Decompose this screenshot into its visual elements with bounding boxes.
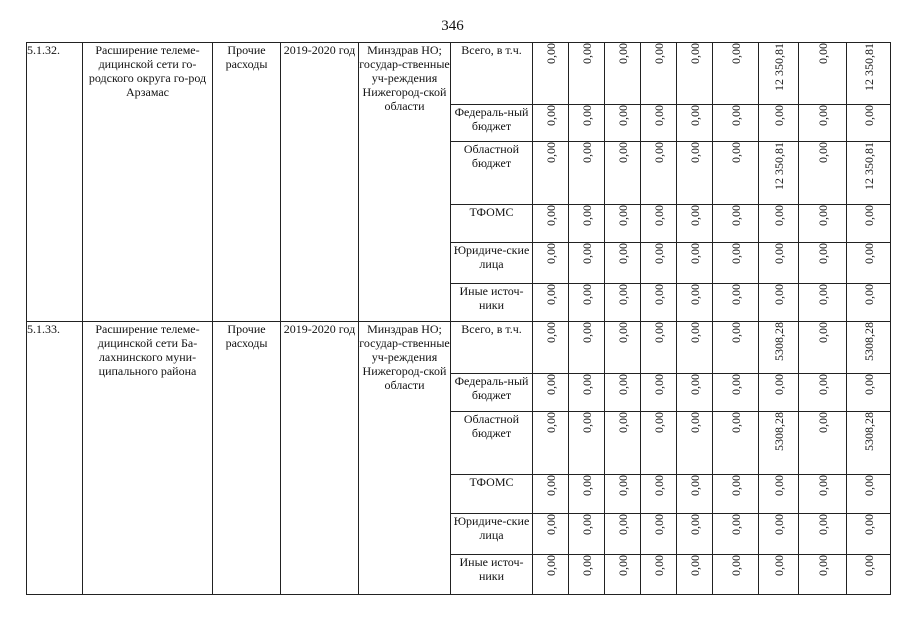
value-text: 0,00 <box>861 374 876 395</box>
value-cell <box>569 374 605 412</box>
value-text: 0,00 <box>579 322 594 343</box>
value-cell <box>533 205 569 243</box>
value-text: 0,00 <box>728 205 743 226</box>
value-text: 0,00 <box>687 475 702 496</box>
value-text: 0,00 <box>815 142 830 163</box>
value-text: 0,00 <box>543 43 558 64</box>
value-text: 0,00 <box>615 142 630 163</box>
table-row <box>27 43 891 105</box>
value-cell <box>677 374 713 412</box>
record-number: 5.1.32. <box>27 43 83 322</box>
value-text: 0,00 <box>771 284 786 305</box>
value-cell <box>677 412 713 475</box>
value-cell <box>847 412 891 475</box>
record-period: 2019-2020 год <box>281 43 359 322</box>
value-cell <box>641 412 677 475</box>
value-text: 0,00 <box>687 374 702 395</box>
value-cell <box>713 243 759 284</box>
value-cell <box>799 205 847 243</box>
value-cell <box>799 322 847 374</box>
value-text: 12 350,81 <box>771 142 786 190</box>
value-cell <box>759 105 799 142</box>
value-text: 0,00 <box>615 514 630 535</box>
value-text: 0,00 <box>543 475 558 496</box>
value-text: 12 350,81 <box>771 43 786 91</box>
value-cell <box>641 374 677 412</box>
value-text: 0,00 <box>815 555 830 576</box>
value-cell <box>847 322 891 374</box>
value-text: 0,00 <box>687 284 702 305</box>
value-text: 0,00 <box>815 475 830 496</box>
value-cell <box>605 205 641 243</box>
value-cell <box>641 142 677 205</box>
value-text: 0,00 <box>861 243 876 264</box>
value-cell <box>847 514 891 555</box>
funding-source-label: ТФОМС <box>451 475 533 514</box>
value-text: 0,00 <box>543 284 558 305</box>
value-cell <box>569 142 605 205</box>
value-text: 0,00 <box>771 205 786 226</box>
value-cell <box>847 205 891 243</box>
value-text: 0,00 <box>728 514 743 535</box>
value-cell <box>713 555 759 595</box>
value-cell <box>605 514 641 555</box>
value-cell <box>533 514 569 555</box>
value-text: 0,00 <box>615 43 630 64</box>
value-text: 0,00 <box>815 284 830 305</box>
value-text: 0,00 <box>543 142 558 163</box>
value-text: 0,00 <box>728 105 743 126</box>
value-text: 0,00 <box>771 555 786 576</box>
value-text: 0,00 <box>579 43 594 64</box>
value-text: 0,00 <box>615 374 630 395</box>
value-text: 0,00 <box>687 105 702 126</box>
value-text: 0,00 <box>579 475 594 496</box>
value-cell <box>759 475 799 514</box>
value-cell <box>759 374 799 412</box>
record-name: Расширение телеме-дицинской сети го-родского округа го-род Арзамас <box>83 43 213 322</box>
value-cell <box>533 105 569 142</box>
value-text: 0,00 <box>651 412 666 433</box>
value-cell <box>533 374 569 412</box>
value-text: 0,00 <box>579 243 594 264</box>
funding-source-label: Юридиче-ские лица <box>451 514 533 555</box>
funding-source-label: Областной бюджет <box>451 412 533 475</box>
value-text: 0,00 <box>615 105 630 126</box>
value-text: 0,00 <box>728 142 743 163</box>
value-text: 0,00 <box>651 475 666 496</box>
value-text: 0,00 <box>728 412 743 433</box>
value-text: 0,00 <box>861 205 876 226</box>
value-cell <box>677 105 713 142</box>
value-cell <box>677 322 713 374</box>
value-text: 0,00 <box>815 43 830 64</box>
value-cell <box>799 105 847 142</box>
value-cell <box>799 243 847 284</box>
value-cell <box>533 555 569 595</box>
value-text: 5308,28 <box>771 322 786 361</box>
value-cell <box>847 105 891 142</box>
value-cell <box>847 243 891 284</box>
value-cell <box>799 555 847 595</box>
value-text: 0,00 <box>728 374 743 395</box>
value-cell <box>569 322 605 374</box>
value-text: 0,00 <box>615 284 630 305</box>
value-text: 0,00 <box>615 555 630 576</box>
value-cell <box>847 374 891 412</box>
value-cell <box>641 105 677 142</box>
value-text: 0,00 <box>687 322 702 343</box>
value-cell <box>847 142 891 205</box>
value-text: 0,00 <box>861 555 876 576</box>
value-cell <box>759 43 799 105</box>
value-cell <box>533 412 569 475</box>
value-text: 0,00 <box>543 514 558 535</box>
value-cell <box>533 243 569 284</box>
value-text: 0,00 <box>579 555 594 576</box>
value-cell <box>799 374 847 412</box>
value-text: 0,00 <box>815 105 830 126</box>
value-cell <box>677 205 713 243</box>
value-cell <box>569 205 605 243</box>
value-cell <box>641 43 677 105</box>
page-number: 346 <box>441 18 464 34</box>
value-cell <box>605 105 641 142</box>
value-cell <box>759 284 799 322</box>
record-expense-type: Прочие расходы <box>213 43 281 322</box>
value-text: 0,00 <box>728 322 743 343</box>
value-text: 0,00 <box>815 205 830 226</box>
budget-table <box>26 42 891 595</box>
value-text: 0,00 <box>861 514 876 535</box>
value-text: 0,00 <box>579 105 594 126</box>
value-text: 0,00 <box>543 322 558 343</box>
value-text: 0,00 <box>543 374 558 395</box>
value-text: 0,00 <box>651 243 666 264</box>
value-text: 0,00 <box>771 475 786 496</box>
value-cell <box>713 142 759 205</box>
value-text: 0,00 <box>687 555 702 576</box>
value-cell <box>759 142 799 205</box>
value-cell <box>605 412 641 475</box>
value-text: 0,00 <box>861 105 876 126</box>
value-text: 0,00 <box>815 374 830 395</box>
value-cell <box>677 142 713 205</box>
value-cell <box>569 514 605 555</box>
value-text: 0,00 <box>728 43 743 64</box>
value-text: 0,00 <box>615 412 630 433</box>
record-executor: Минздрав НО; государ-ственные уч-реждения Нижегород-ской области <box>359 322 451 595</box>
value-text: 0,00 <box>651 142 666 163</box>
value-text: 5308,28 <box>861 412 876 451</box>
value-text: 0,00 <box>687 43 702 64</box>
value-cell <box>641 475 677 514</box>
value-text: 5308,28 <box>771 412 786 451</box>
value-cell <box>641 243 677 284</box>
value-text: 0,00 <box>651 374 666 395</box>
value-text: 0,00 <box>728 243 743 264</box>
funding-source-label: Федераль-ный бюджет <box>451 105 533 142</box>
value-cell <box>605 322 641 374</box>
value-text: 5308,28 <box>861 322 876 361</box>
value-text: 0,00 <box>815 514 830 535</box>
value-text: 0,00 <box>615 475 630 496</box>
value-cell <box>641 514 677 555</box>
value-text: 12 350,81 <box>861 43 876 91</box>
value-cell <box>677 243 713 284</box>
record-number: 5.1.33. <box>27 322 83 595</box>
value-cell <box>605 142 641 205</box>
funding-source-label: Федераль-ный бюджет <box>451 374 533 412</box>
funding-source-label: Иные источ-ники <box>451 284 533 322</box>
value-text: 0,00 <box>615 243 630 264</box>
value-text: 0,00 <box>615 205 630 226</box>
value-cell <box>713 43 759 105</box>
value-text: 0,00 <box>815 412 830 433</box>
value-text: 0,00 <box>771 374 786 395</box>
value-cell <box>533 284 569 322</box>
value-cell <box>569 284 605 322</box>
value-cell <box>759 322 799 374</box>
value-cell <box>713 205 759 243</box>
value-text: 0,00 <box>728 284 743 305</box>
value-text: 0,00 <box>687 412 702 433</box>
value-text: 12 350,81 <box>861 142 876 190</box>
value-text: 0,00 <box>728 555 743 576</box>
value-text: 0,00 <box>579 374 594 395</box>
value-cell <box>713 284 759 322</box>
value-cell <box>799 412 847 475</box>
funding-source-label: Всего, в т.ч. <box>451 322 533 374</box>
value-cell <box>799 284 847 322</box>
value-text: 0,00 <box>579 284 594 305</box>
value-cell <box>569 555 605 595</box>
value-cell <box>569 105 605 142</box>
funding-source-label: Иные источ-ники <box>451 555 533 595</box>
record-name: Расширение телеме-дицинской сети Ба-лахнинского муни-ципального района <box>83 322 213 595</box>
value-text: 0,00 <box>651 514 666 535</box>
value-text: 0,00 <box>543 555 558 576</box>
value-cell <box>533 322 569 374</box>
value-cell <box>759 514 799 555</box>
value-cell <box>713 374 759 412</box>
value-text: 0,00 <box>615 322 630 343</box>
value-text: 0,00 <box>543 105 558 126</box>
value-text: 0,00 <box>687 142 702 163</box>
value-cell <box>605 243 641 284</box>
value-cell <box>759 243 799 284</box>
table-row <box>27 322 891 374</box>
value-cell <box>569 43 605 105</box>
record-period: 2019-2020 год <box>281 322 359 595</box>
value-cell <box>847 475 891 514</box>
value-cell <box>641 284 677 322</box>
value-cell <box>641 205 677 243</box>
value-text: 0,00 <box>861 475 876 496</box>
value-text: 0,00 <box>651 555 666 576</box>
value-text: 0,00 <box>651 43 666 64</box>
value-text: 0,00 <box>651 205 666 226</box>
value-text: 0,00 <box>543 412 558 433</box>
value-cell <box>799 514 847 555</box>
funding-source-label: Областной бюджет <box>451 142 533 205</box>
value-text: 0,00 <box>543 243 558 264</box>
value-cell <box>713 514 759 555</box>
funding-source-label: ТФОМС <box>451 205 533 243</box>
value-text: 0,00 <box>579 142 594 163</box>
value-text: 0,00 <box>815 243 830 264</box>
value-cell <box>605 284 641 322</box>
value-cell <box>713 475 759 514</box>
value-cell <box>713 105 759 142</box>
value-cell <box>677 43 713 105</box>
record-executor: Минздрав НО; государ-ственные уч-реждения Нижегород-ской области <box>359 43 451 322</box>
value-cell <box>677 555 713 595</box>
value-cell <box>759 205 799 243</box>
value-cell <box>569 412 605 475</box>
value-cell <box>759 555 799 595</box>
value-cell <box>569 243 605 284</box>
value-cell <box>799 475 847 514</box>
value-text: 0,00 <box>771 514 786 535</box>
value-cell <box>713 322 759 374</box>
value-text: 0,00 <box>687 514 702 535</box>
value-cell <box>713 412 759 475</box>
value-cell <box>799 43 847 105</box>
value-cell <box>605 374 641 412</box>
value-cell <box>605 475 641 514</box>
value-cell <box>641 555 677 595</box>
value-cell <box>605 555 641 595</box>
value-text: 0,00 <box>815 322 830 343</box>
value-text: 0,00 <box>579 412 594 433</box>
value-cell <box>799 142 847 205</box>
value-text: 0,00 <box>771 243 786 264</box>
value-text: 0,00 <box>861 284 876 305</box>
value-cell <box>847 284 891 322</box>
value-text: 0,00 <box>771 105 786 126</box>
value-cell <box>533 142 569 205</box>
value-cell <box>677 284 713 322</box>
value-text: 0,00 <box>543 205 558 226</box>
value-cell <box>605 43 641 105</box>
value-cell <box>677 514 713 555</box>
value-text: 0,00 <box>687 205 702 226</box>
record-expense-type: Прочие расходы <box>213 322 281 595</box>
value-cell <box>759 412 799 475</box>
funding-source-label: Юридиче-ские лица <box>451 243 533 284</box>
value-cell <box>533 43 569 105</box>
value-cell <box>677 475 713 514</box>
value-text: 0,00 <box>728 475 743 496</box>
value-text: 0,00 <box>651 105 666 126</box>
value-text: 0,00 <box>651 322 666 343</box>
value-text: 0,00 <box>579 205 594 226</box>
value-text: 0,00 <box>687 243 702 264</box>
value-cell <box>847 555 891 595</box>
value-cell <box>641 322 677 374</box>
funding-source-label: Всего, в т.ч. <box>451 43 533 105</box>
value-cell <box>569 475 605 514</box>
value-cell <box>847 43 891 105</box>
value-cell <box>533 475 569 514</box>
value-text: 0,00 <box>579 514 594 535</box>
value-text: 0,00 <box>651 284 666 305</box>
